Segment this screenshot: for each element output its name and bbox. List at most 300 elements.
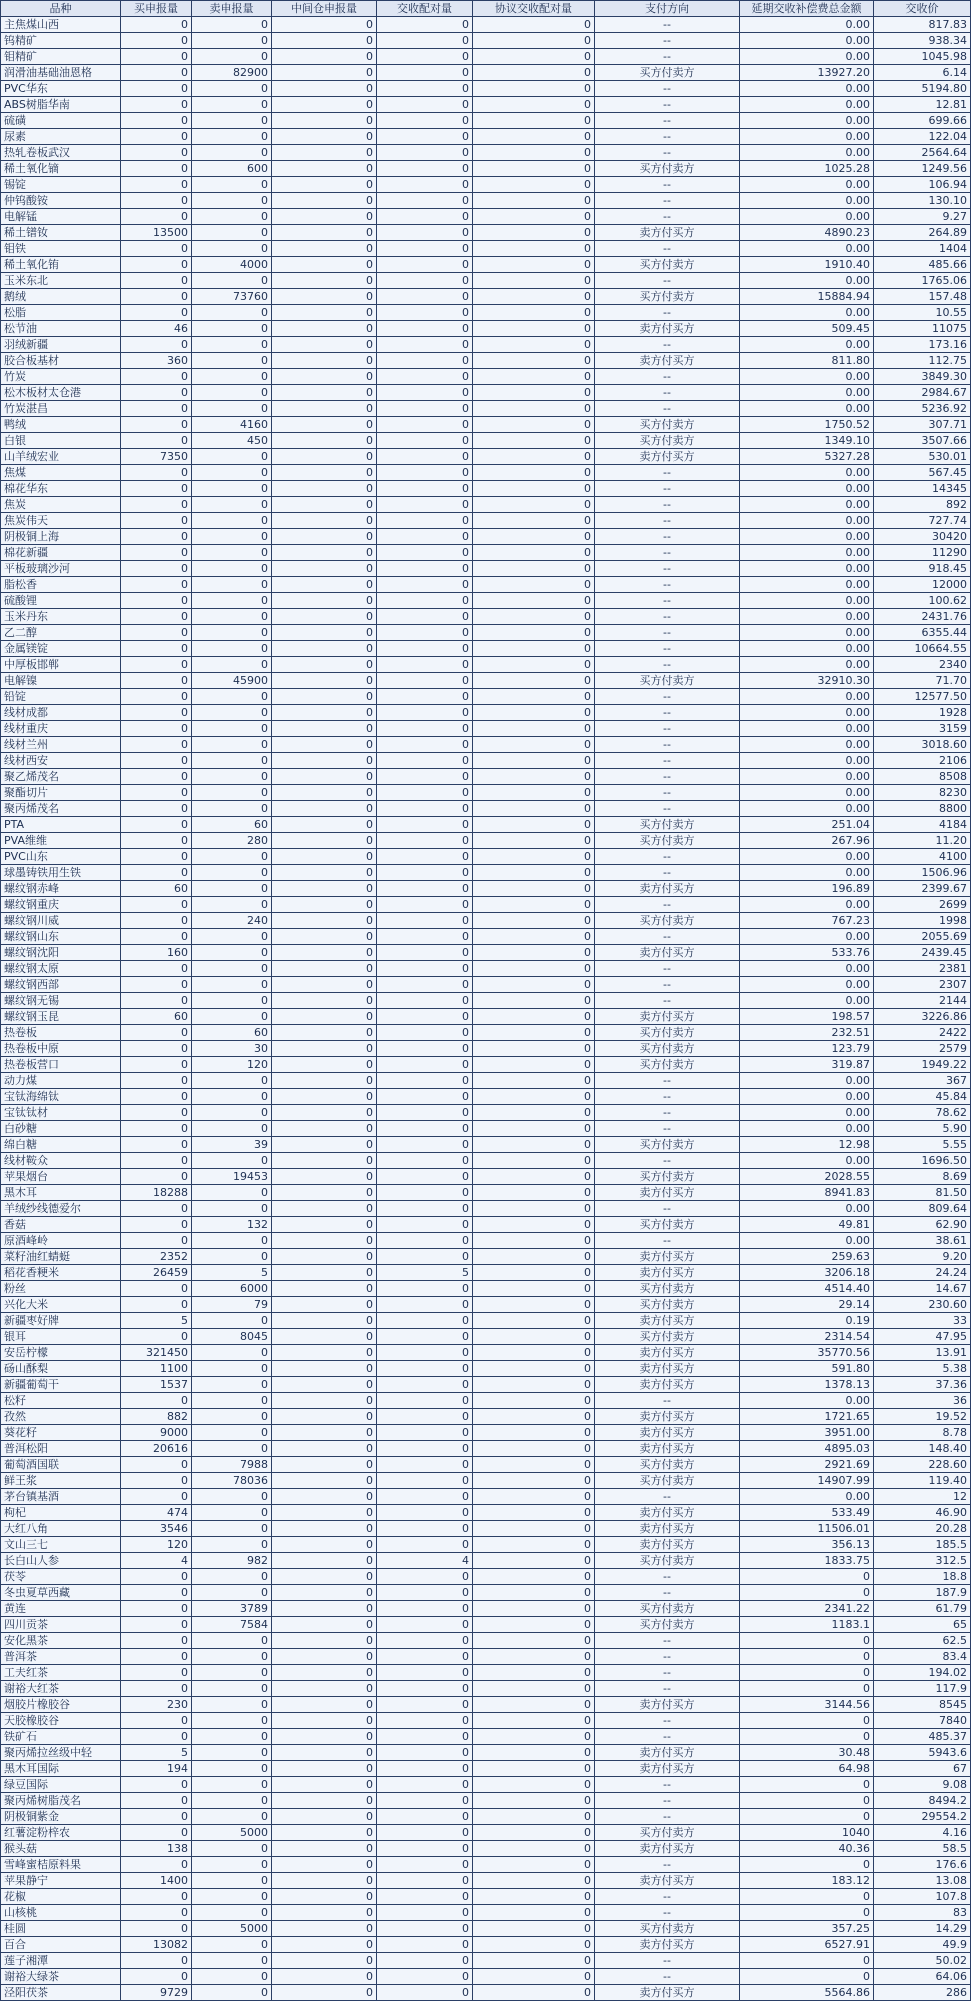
table-row: [1, 1473, 971, 1489]
cell-delivery-price: 45.84: [874, 1089, 971, 1105]
cell-agreement-matched: 0: [473, 1793, 595, 1809]
cell-compensation-total: 0.00: [740, 305, 874, 321]
cell-delivery-price: 2422: [874, 1025, 971, 1041]
cell-product: 乙二醇: [1, 625, 121, 641]
cell-product: 羽绒新疆: [1, 337, 121, 353]
cell-delivery-price: 37.36: [874, 1377, 971, 1393]
cell-delivery-price: 65: [874, 1617, 971, 1633]
cell-agreement-matched: 0: [473, 321, 595, 337]
cell-matched-qty: 0: [377, 257, 473, 273]
cell-agreement-matched: 0: [473, 1185, 595, 1201]
cell-delivery-price: 1045.98: [874, 49, 971, 65]
cell-payment-direction: --: [595, 1393, 740, 1409]
cell-compensation-total: 0.00: [740, 33, 874, 49]
cell-payment-direction: --: [595, 1153, 740, 1169]
cell-agreement-matched: 0: [473, 113, 595, 129]
cell-sell-declared: 0: [192, 545, 272, 561]
cell-agreement-matched: 0: [473, 737, 595, 753]
cell-payment-direction: 卖方付买方: [595, 1505, 740, 1521]
cell-sell-declared: 0: [192, 929, 272, 945]
cell-matched-qty: 0: [377, 1505, 473, 1521]
cell-agreement-matched: 0: [473, 97, 595, 113]
cell-agreement-matched: 0: [473, 657, 595, 673]
cell-product: 聚丙烯树脂茂名: [1, 1793, 121, 1809]
cell-mid-warehouse: 0: [272, 1137, 377, 1153]
cell-buy-declared: 0: [121, 1633, 192, 1649]
cell-agreement-matched: 0: [473, 1809, 595, 1825]
cell-delivery-price: 185.5: [874, 1537, 971, 1553]
cell-compensation-total: 64.98: [740, 1761, 874, 1777]
cell-compensation-total: 0: [740, 1633, 874, 1649]
cell-sell-declared: 0: [192, 97, 272, 113]
cell-agreement-matched: 0: [473, 129, 595, 145]
cell-product: 聚酯切片: [1, 785, 121, 801]
cell-delivery-price: 5.38: [874, 1361, 971, 1377]
cell-delivery-price: 47.95: [874, 1329, 971, 1345]
cell-mid-warehouse: 0: [272, 1313, 377, 1329]
cell-delivery-price: 809.64: [874, 1201, 971, 1217]
cell-delivery-price: 938.34: [874, 33, 971, 49]
cell-sell-declared: 0: [192, 1361, 272, 1377]
cell-delivery-price: 699.66: [874, 113, 971, 129]
cell-agreement-matched: 0: [473, 161, 595, 177]
table-row: [1, 97, 971, 113]
table-row: [1, 929, 971, 945]
cell-sell-declared: 0: [192, 1505, 272, 1521]
cell-sell-declared: 0: [192, 529, 272, 545]
cell-buy-declared: 13082: [121, 1937, 192, 1953]
cell-agreement-matched: 0: [473, 849, 595, 865]
cell-payment-direction: --: [595, 113, 740, 129]
cell-mid-warehouse: 0: [272, 1873, 377, 1889]
cell-compensation-total: 12.98: [740, 1137, 874, 1153]
cell-delivery-price: 2399.67: [874, 881, 971, 897]
cell-product: 竹炭湛昌: [1, 401, 121, 417]
cell-sell-declared: 60: [192, 817, 272, 833]
cell-agreement-matched: 0: [473, 641, 595, 657]
cell-payment-direction: --: [595, 897, 740, 913]
table-row: [1, 385, 971, 401]
cell-matched-qty: 0: [377, 753, 473, 769]
cell-buy-declared: 160: [121, 945, 192, 961]
cell-payment-direction: 卖方付买方: [595, 1537, 740, 1553]
cell-delivery-price: 8545: [874, 1697, 971, 1713]
cell-buy-declared: 0: [121, 1089, 192, 1105]
cell-buy-declared: 18288: [121, 1185, 192, 1201]
cell-mid-warehouse: 0: [272, 1953, 377, 1969]
cell-matched-qty: 0: [377, 1377, 473, 1393]
cell-compensation-total: 0.00: [740, 529, 874, 545]
header-payment-direction: 支付方向: [595, 1, 740, 17]
table-row: [1, 321, 971, 337]
cell-product: 谢裕大红茶: [1, 1681, 121, 1697]
cell-delivery-price: 49.9: [874, 1937, 971, 1953]
cell-agreement-matched: 0: [473, 545, 595, 561]
cell-delivery-price: 2381: [874, 961, 971, 977]
cell-compensation-total: 0.00: [740, 1201, 874, 1217]
cell-mid-warehouse: 0: [272, 321, 377, 337]
table-row: [1, 689, 971, 705]
cell-delivery-price: 5194.80: [874, 81, 971, 97]
table-row: [1, 1521, 971, 1537]
cell-product: 玉米东北: [1, 273, 121, 289]
cell-buy-declared: 0: [121, 1713, 192, 1729]
cell-sell-declared: 0: [192, 1777, 272, 1793]
cell-delivery-price: 530.01: [874, 449, 971, 465]
cell-payment-direction: --: [595, 1953, 740, 1969]
cell-compensation-total: 2028.55: [740, 1169, 874, 1185]
cell-product: 钨精矿: [1, 33, 121, 49]
cell-payment-direction: 买方付卖方: [595, 1601, 740, 1617]
cell-delivery-price: 286: [874, 1985, 971, 2001]
cell-mid-warehouse: 0: [272, 481, 377, 497]
cell-payment-direction: 卖方付买方: [595, 1249, 740, 1265]
cell-compensation-total: 0.00: [740, 1153, 874, 1169]
cell-compensation-total: 0.00: [740, 1489, 874, 1505]
cell-agreement-matched: 0: [473, 1409, 595, 1425]
cell-mid-warehouse: 0: [272, 1473, 377, 1489]
cell-sell-declared: 0: [192, 609, 272, 625]
table-row: [1, 1489, 971, 1505]
cell-agreement-matched: 0: [473, 305, 595, 321]
cell-payment-direction: 买方付卖方: [595, 1025, 740, 1041]
cell-payment-direction: --: [595, 513, 740, 529]
cell-buy-declared: 0: [121, 1329, 192, 1345]
cell-buy-declared: 0: [121, 561, 192, 577]
cell-mid-warehouse: 0: [272, 1265, 377, 1281]
cell-delivery-price: 36: [874, 1393, 971, 1409]
cell-delivery-price: 62.90: [874, 1217, 971, 1233]
cell-delivery-price: 8800: [874, 801, 971, 817]
cell-mid-warehouse: 0: [272, 1025, 377, 1041]
cell-agreement-matched: 0: [473, 337, 595, 353]
cell-delivery-price: 12000: [874, 577, 971, 593]
cell-buy-declared: 9000: [121, 1425, 192, 1441]
cell-mid-warehouse: 0: [272, 849, 377, 865]
cell-compensation-total: 0.00: [740, 545, 874, 561]
cell-buy-declared: 0: [121, 1169, 192, 1185]
cell-agreement-matched: 0: [473, 1569, 595, 1585]
cell-product: 葵花籽: [1, 1425, 121, 1441]
cell-buy-declared: 0: [121, 1617, 192, 1633]
cell-product: 铅锭: [1, 689, 121, 705]
cell-matched-qty: 0: [377, 1233, 473, 1249]
cell-agreement-matched: 0: [473, 625, 595, 641]
cell-sell-declared: 0: [192, 369, 272, 385]
cell-matched-qty: 0: [377, 1905, 473, 1921]
cell-delivery-price: 817.83: [874, 17, 971, 33]
cell-agreement-matched: 0: [473, 481, 595, 497]
cell-product: 螺纹钢赤峰: [1, 881, 121, 897]
cell-buy-declared: 0: [121, 1057, 192, 1073]
cell-buy-declared: 0: [121, 1025, 192, 1041]
cell-matched-qty: 0: [377, 1281, 473, 1297]
cell-payment-direction: --: [595, 1201, 740, 1217]
cell-mid-warehouse: 0: [272, 193, 377, 209]
cell-sell-declared: 0: [192, 897, 272, 913]
cell-product: 羊绒纱线德爱尔: [1, 1201, 121, 1217]
cell-payment-direction: --: [595, 1905, 740, 1921]
cell-delivery-price: 10.55: [874, 305, 971, 321]
cell-payment-direction: 买方付卖方: [595, 1137, 740, 1153]
cell-agreement-matched: 0: [473, 1713, 595, 1729]
cell-delivery-price: 4184: [874, 817, 971, 833]
cell-payment-direction: 卖方付买方: [595, 945, 740, 961]
cell-sell-declared: 19453: [192, 1169, 272, 1185]
cell-buy-declared: 0: [121, 865, 192, 881]
cell-sell-declared: 7988: [192, 1457, 272, 1473]
cell-delivery-price: 5236.92: [874, 401, 971, 417]
cell-mid-warehouse: 0: [272, 1681, 377, 1697]
cell-compensation-total: 5327.28: [740, 449, 874, 465]
cell-matched-qty: 0: [377, 177, 473, 193]
cell-sell-declared: 120: [192, 1057, 272, 1073]
cell-sell-declared: 0: [192, 1249, 272, 1265]
cell-sell-declared: 0: [192, 961, 272, 977]
cell-sell-declared: 0: [192, 1185, 272, 1201]
cell-buy-declared: 0: [121, 177, 192, 193]
cell-delivery-price: 8508: [874, 769, 971, 785]
cell-mid-warehouse: 0: [272, 1937, 377, 1953]
table-row: [1, 49, 971, 65]
cell-payment-direction: 卖方付买方: [595, 1425, 740, 1441]
cell-product: 稀土氧化镝: [1, 161, 121, 177]
cell-payment-direction: 卖方付买方: [595, 1361, 740, 1377]
cell-matched-qty: 0: [377, 721, 473, 737]
cell-buy-declared: 20616: [121, 1441, 192, 1457]
cell-compensation-total: 0: [740, 1889, 874, 1905]
cell-buy-declared: 0: [121, 1649, 192, 1665]
cell-product: 线材重庆: [1, 721, 121, 737]
table-row: [1, 1569, 971, 1585]
cell-compensation-total: 811.80: [740, 353, 874, 369]
cell-matched-qty: 5: [377, 1265, 473, 1281]
cell-compensation-total: 0.00: [740, 753, 874, 769]
cell-payment-direction: 卖方付买方: [595, 1441, 740, 1457]
cell-buy-declared: 0: [121, 1921, 192, 1937]
cell-buy-declared: 0: [121, 241, 192, 257]
cell-matched-qty: 0: [377, 161, 473, 177]
table-row: [1, 1153, 971, 1169]
cell-delivery-price: 4.16: [874, 1825, 971, 1841]
cell-agreement-matched: 0: [473, 1313, 595, 1329]
cell-compensation-total: 5564.86: [740, 1985, 874, 2001]
cell-payment-direction: 买方付卖方: [595, 913, 740, 929]
cell-buy-declared: 0: [121, 369, 192, 385]
cell-payment-direction: --: [595, 561, 740, 577]
cell-payment-direction: --: [595, 593, 740, 609]
header-mid-warehouse: 中间仓申报量: [272, 1, 377, 17]
cell-compensation-total: 3951.00: [740, 1425, 874, 1441]
header-sell-declared: 卖申报量: [192, 1, 272, 17]
table-row: [1, 449, 971, 465]
cell-agreement-matched: 0: [473, 1521, 595, 1537]
header-agreement-matched: 协议交收配对量: [473, 1, 595, 17]
cell-product: 长白山人参: [1, 1553, 121, 1569]
cell-delivery-price: 8.69: [874, 1169, 971, 1185]
cell-payment-direction: --: [595, 241, 740, 257]
cell-mid-warehouse: 0: [272, 113, 377, 129]
cell-sell-declared: 0: [192, 577, 272, 593]
cell-sell-declared: 0: [192, 1697, 272, 1713]
table-row: [1, 817, 971, 833]
cell-matched-qty: 0: [377, 1137, 473, 1153]
cell-sell-declared: 0: [192, 1649, 272, 1665]
cell-matched-qty: 0: [377, 129, 473, 145]
cell-delivery-price: 38.61: [874, 1233, 971, 1249]
cell-delivery-price: 11075: [874, 321, 971, 337]
cell-sell-declared: 0: [192, 1937, 272, 1953]
cell-delivery-price: 14.29: [874, 1921, 971, 1937]
cell-sell-declared: 0: [192, 1377, 272, 1393]
cell-product: 稀土镨钕: [1, 225, 121, 241]
cell-sell-declared: 0: [192, 1713, 272, 1729]
cell-matched-qty: 0: [377, 1889, 473, 1905]
cell-payment-direction: 买方付卖方: [595, 833, 740, 849]
cell-matched-qty: 0: [377, 1489, 473, 1505]
table-row: [1, 209, 971, 225]
cell-payment-direction: 买方付卖方: [595, 289, 740, 305]
cell-compensation-total: 0.00: [740, 401, 874, 417]
cell-delivery-price: 9.08: [874, 1777, 971, 1793]
cell-payment-direction: --: [595, 1121, 740, 1137]
cell-agreement-matched: 0: [473, 1473, 595, 1489]
cell-agreement-matched: 0: [473, 353, 595, 369]
cell-compensation-total: 0: [740, 1777, 874, 1793]
cell-buy-declared: 0: [121, 1153, 192, 1169]
cell-matched-qty: 4: [377, 1553, 473, 1569]
cell-buy-declared: 0: [121, 785, 192, 801]
cell-buy-declared: 7350: [121, 449, 192, 465]
cell-agreement-matched: 0: [473, 1873, 595, 1889]
cell-compensation-total: 0.00: [740, 849, 874, 865]
cell-sell-declared: 0: [192, 49, 272, 65]
table-row: [1, 1361, 971, 1377]
cell-sell-declared: 0: [192, 641, 272, 657]
table-row: [1, 257, 971, 273]
cell-mid-warehouse: 0: [272, 913, 377, 929]
cell-agreement-matched: 0: [473, 769, 595, 785]
cell-compensation-total: 49.81: [740, 1217, 874, 1233]
cell-buy-declared: 0: [121, 897, 192, 913]
cell-delivery-price: 46.90: [874, 1505, 971, 1521]
cell-payment-direction: --: [595, 49, 740, 65]
table-row: [1, 753, 971, 769]
table-row: [1, 1297, 971, 1313]
table-row: [1, 705, 971, 721]
cell-buy-declared: 0: [121, 97, 192, 113]
cell-delivery-price: 6.14: [874, 65, 971, 81]
cell-mid-warehouse: 0: [272, 641, 377, 657]
table-row: [1, 1937, 971, 1953]
cell-product: 阴极铜上海: [1, 529, 121, 545]
cell-compensation-total: 2341.22: [740, 1601, 874, 1617]
cell-sell-declared: 0: [192, 1585, 272, 1601]
cell-sell-declared: 0: [192, 1873, 272, 1889]
cell-compensation-total: 509.45: [740, 321, 874, 337]
cell-sell-declared: 240: [192, 913, 272, 929]
header-compensation-total: 延期交收补偿费总金额: [740, 1, 874, 17]
cell-product: 中厚板邯郸: [1, 657, 121, 673]
cell-product: 四川贡茶: [1, 1617, 121, 1633]
cell-agreement-matched: 0: [473, 705, 595, 721]
cell-mid-warehouse: 0: [272, 721, 377, 737]
cell-buy-declared: 0: [121, 1105, 192, 1121]
cell-agreement-matched: 0: [473, 865, 595, 881]
cell-product: ABS树脂华南: [1, 97, 121, 113]
cell-agreement-matched: 0: [473, 1617, 595, 1633]
cell-buy-declared: 0: [121, 161, 192, 177]
table-row: [1, 1905, 971, 1921]
cell-sell-declared: 0: [192, 17, 272, 33]
cell-payment-direction: 买方付卖方: [595, 1169, 740, 1185]
cell-buy-declared: 0: [121, 257, 192, 273]
cell-matched-qty: 0: [377, 1681, 473, 1697]
cell-sell-declared: 0: [192, 209, 272, 225]
table-row: [1, 145, 971, 161]
cell-compensation-total: 0.00: [740, 193, 874, 209]
cell-product: 安岳柠檬: [1, 1345, 121, 1361]
cell-delivery-price: 1696.50: [874, 1153, 971, 1169]
cell-agreement-matched: 0: [473, 1425, 595, 1441]
cell-payment-direction: 买方付卖方: [595, 1281, 740, 1297]
cell-buy-declared: 0: [121, 17, 192, 33]
cell-buy-declared: 230: [121, 1697, 192, 1713]
table-row: [1, 641, 971, 657]
cell-delivery-price: 2439.45: [874, 945, 971, 961]
cell-buy-declared: 0: [121, 273, 192, 289]
cell-compensation-total: 0.00: [740, 865, 874, 881]
cell-compensation-total: 319.87: [740, 1057, 874, 1073]
table-row: [1, 1185, 971, 1201]
cell-matched-qty: 0: [377, 193, 473, 209]
cell-matched-qty: 0: [377, 1569, 473, 1585]
table-row: [1, 225, 971, 241]
cell-payment-direction: --: [595, 785, 740, 801]
cell-buy-declared: 0: [121, 1569, 192, 1585]
cell-payment-direction: --: [595, 401, 740, 417]
cell-product: 螺纹钢重庆: [1, 897, 121, 913]
cell-product: 松节油: [1, 321, 121, 337]
cell-product: 螺纹钢川威: [1, 913, 121, 929]
cell-payment-direction: --: [595, 1105, 740, 1121]
cell-delivery-price: 2106: [874, 753, 971, 769]
cell-buy-declared: 0: [121, 113, 192, 129]
cell-buy-declared: 0: [121, 577, 192, 593]
table-row: [1, 657, 971, 673]
cell-delivery-price: 14.67: [874, 1281, 971, 1297]
cell-agreement-matched: 0: [473, 993, 595, 1009]
table-row: [1, 1809, 971, 1825]
cell-matched-qty: 0: [377, 961, 473, 977]
cell-payment-direction: --: [595, 705, 740, 721]
cell-delivery-price: 8494.2: [874, 1793, 971, 1809]
cell-agreement-matched: 0: [473, 897, 595, 913]
cell-payment-direction: --: [595, 1793, 740, 1809]
cell-payment-direction: --: [595, 273, 740, 289]
cell-payment-direction: --: [595, 1233, 740, 1249]
cell-sell-declared: 0: [192, 401, 272, 417]
cell-buy-declared: 360: [121, 353, 192, 369]
cell-agreement-matched: 0: [473, 1121, 595, 1137]
cell-sell-declared: 0: [192, 769, 272, 785]
cell-sell-declared: 0: [192, 1121, 272, 1137]
cell-sell-declared: 60: [192, 1025, 272, 1041]
cell-matched-qty: 0: [377, 113, 473, 129]
cell-buy-declared: 0: [121, 1969, 192, 1985]
cell-product: 动力煤: [1, 1073, 121, 1089]
table-row: [1, 481, 971, 497]
